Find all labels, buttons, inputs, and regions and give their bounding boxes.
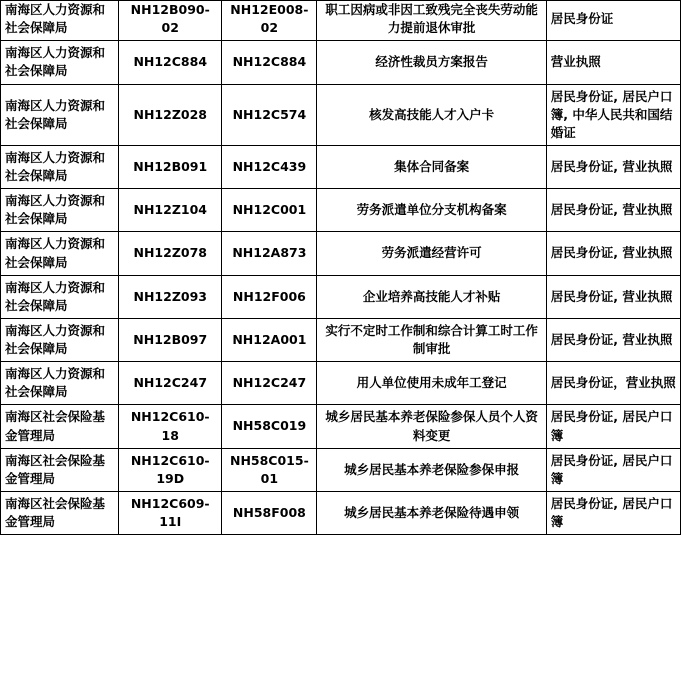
table-row bbox=[1, 275, 681, 318]
cell-code-1: NH12B097 bbox=[119, 318, 222, 361]
table-row bbox=[1, 189, 681, 232]
cell-code-1: NH12Z078 bbox=[119, 232, 222, 275]
table-row bbox=[1, 145, 681, 188]
cell-department: 南海区人力资源和社会保障局 bbox=[1, 362, 119, 405]
cell-item-name: 集体合同备案 bbox=[317, 145, 546, 188]
cell-department: 南海区社会保险基金管理局 bbox=[1, 491, 119, 534]
cell-required-documents: 居民身份证, 居民户口簿 bbox=[546, 491, 680, 534]
cell-code-2: NH12F006 bbox=[222, 275, 317, 318]
cell-department: 南海区人力资源和社会保障局 bbox=[1, 232, 119, 275]
cell-required-documents: 居民身份证, 居民户口簿 bbox=[546, 405, 680, 448]
cell-required-documents: 居民身份证 bbox=[546, 1, 680, 41]
cell-department: 南海区人力资源和社会保障局 bbox=[1, 189, 119, 232]
table-row bbox=[1, 1, 681, 41]
cell-code-2: NH58C015-01 bbox=[222, 448, 317, 491]
cell-code-2: NH12E008-02 bbox=[222, 1, 317, 41]
cell-code-2: NH12C574 bbox=[222, 84, 317, 145]
cell-department: 南海区人力资源和社会保障局 bbox=[1, 41, 119, 84]
table-row bbox=[1, 41, 681, 84]
cell-code-1: NH12Z028 bbox=[119, 84, 222, 145]
cell-code-1: NH12C884 bbox=[119, 41, 222, 84]
cell-department: 南海区社会保险基金管理局 bbox=[1, 448, 119, 491]
cell-code-1: NH12Z093 bbox=[119, 275, 222, 318]
cell-department: 南海区社会保险基金管理局 bbox=[1, 405, 119, 448]
cell-required-documents: 居民身份证, 居民户口簿 bbox=[546, 448, 680, 491]
cell-code-2: NH12C247 bbox=[222, 362, 317, 405]
cell-department: 南海区人力资源和社会保障局 bbox=[1, 145, 119, 188]
cell-code-1: NH12B090-02 bbox=[119, 1, 222, 41]
table-row bbox=[1, 318, 681, 361]
cell-required-documents: 居民身份证, 营业执照 bbox=[546, 189, 680, 232]
cell-item-name: 用人单位使用未成年工登记 bbox=[317, 362, 546, 405]
table-row bbox=[1, 491, 681, 534]
cell-code-2: NH12C001 bbox=[222, 189, 317, 232]
cell-required-documents: 居民身份证，营业执照 bbox=[546, 362, 680, 405]
table-row bbox=[1, 448, 681, 491]
cell-code-1: NH12B091 bbox=[119, 145, 222, 188]
table-row bbox=[1, 362, 681, 405]
cell-department: 南海区人力资源和社会保障局 bbox=[1, 84, 119, 145]
cell-code-2: NH12C884 bbox=[222, 41, 317, 84]
cell-code-1: NH12C610-18 bbox=[119, 405, 222, 448]
cell-code-2: NH12C439 bbox=[222, 145, 317, 188]
cell-code-1: NH12C610-19D bbox=[119, 448, 222, 491]
table-row bbox=[1, 84, 681, 145]
cell-code-1: NH12C247 bbox=[119, 362, 222, 405]
cell-item-name: 城乡居民基本养老保险参保申报 bbox=[317, 448, 546, 491]
cell-code-2: NH12A873 bbox=[222, 232, 317, 275]
cell-required-documents: 居民身份证, 居民户口簿, 中华人民共和国结婚证 bbox=[546, 84, 680, 145]
cell-item-name: 核发高技能人才入户卡 bbox=[317, 84, 546, 145]
cell-required-documents: 居民身份证, 营业执照 bbox=[546, 232, 680, 275]
cell-item-name: 劳务派遣单位分支机构备案 bbox=[317, 189, 546, 232]
cell-code-1: NH12Z104 bbox=[119, 189, 222, 232]
cell-required-documents: 居民身份证, 营业执照 bbox=[546, 145, 680, 188]
cell-required-documents: 营业执照 bbox=[546, 41, 680, 84]
cell-required-documents: 居民身份证, 营业执照 bbox=[546, 318, 680, 361]
cell-required-documents: 居民身份证, 营业执照 bbox=[546, 275, 680, 318]
cell-item-name: 城乡居民基本养老保险待遇申领 bbox=[317, 491, 546, 534]
table-body bbox=[1, 1, 681, 535]
cell-code-2: NH58F008 bbox=[222, 491, 317, 534]
table-row bbox=[1, 232, 681, 275]
cell-department: 南海区人力资源和社会保障局 bbox=[1, 318, 119, 361]
cell-department: 南海区人力资源和社会保障局 bbox=[1, 1, 119, 41]
cell-code-2: NH12A001 bbox=[222, 318, 317, 361]
cell-item-name: 城乡居民基本养老保险参保人员个人资料变更 bbox=[317, 405, 546, 448]
cell-item-name: 实行不定时工作制和综合计算工时工作制审批 bbox=[317, 318, 546, 361]
cell-item-name: 经济性裁员方案报告 bbox=[317, 41, 546, 84]
table-row bbox=[1, 405, 681, 448]
cell-item-name: 企业培养高技能人才补贴 bbox=[317, 275, 546, 318]
cell-item-name: 职工因病或非因工致残完全丧失劳动能力提前退休审批 bbox=[317, 1, 546, 41]
cell-code-2: NH58C019 bbox=[222, 405, 317, 448]
cell-item-name: 劳务派遣经营许可 bbox=[317, 232, 546, 275]
cell-code-1: NH12C609-11I bbox=[119, 491, 222, 534]
cell-department: 南海区人力资源和社会保障局 bbox=[1, 275, 119, 318]
